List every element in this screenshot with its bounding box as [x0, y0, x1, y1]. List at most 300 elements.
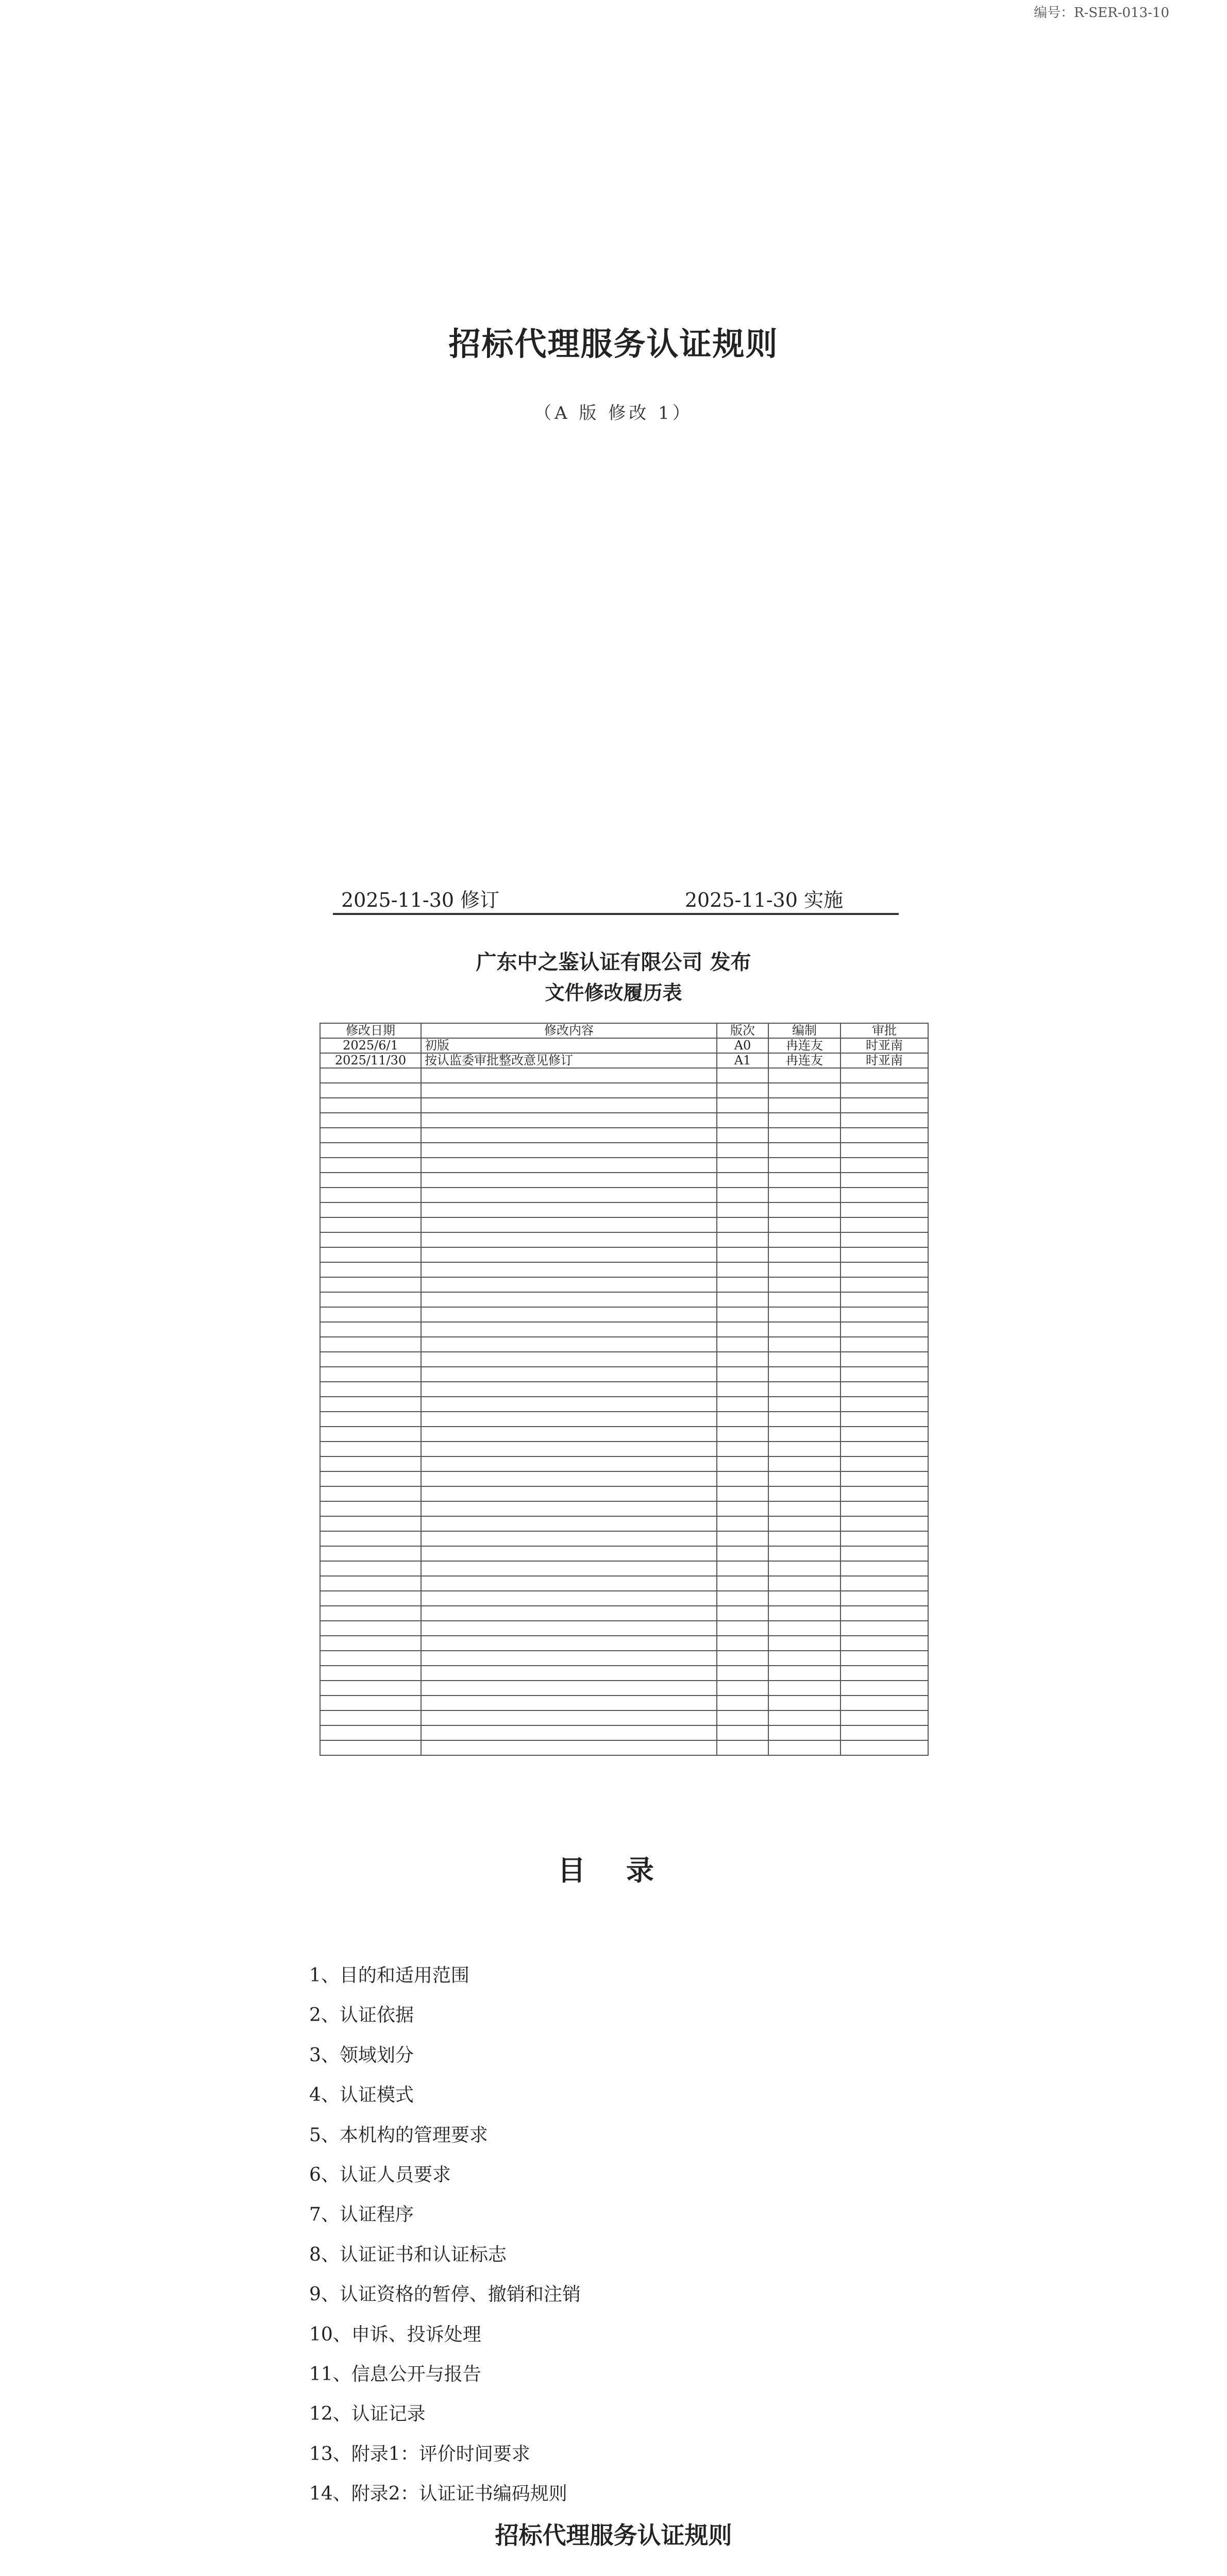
empty-cell	[421, 1307, 717, 1322]
empty-cell	[421, 1501, 717, 1516]
empty-cell	[841, 1651, 928, 1666]
empty-cell	[768, 1098, 841, 1113]
empty-cell	[320, 1277, 421, 1292]
cell-content: 初版	[421, 1038, 717, 1053]
table-row	[320, 1636, 928, 1651]
empty-cell	[421, 1531, 717, 1546]
empty-cell	[841, 1561, 928, 1576]
empty-cell	[717, 1083, 768, 1098]
empty-cell	[717, 1202, 768, 1217]
table-row	[320, 1202, 928, 1217]
empty-cell	[320, 1427, 421, 1442]
empty-cell	[421, 1696, 717, 1710]
empty-cell	[768, 1471, 841, 1486]
table-row	[320, 1725, 928, 1740]
table-row	[320, 1696, 928, 1710]
empty-cell	[768, 1651, 841, 1666]
empty-cell	[421, 1725, 717, 1740]
empty-cell	[768, 1546, 841, 1561]
table-row	[320, 1516, 928, 1531]
empty-cell	[717, 1546, 768, 1561]
empty-cell	[421, 1292, 717, 1307]
toc-list	[309, 1963, 581, 2521]
empty-cell	[768, 1352, 841, 1367]
empty-cell	[768, 1427, 841, 1442]
empty-cell	[841, 1397, 928, 1412]
empty-cell	[421, 1636, 717, 1651]
table-row	[320, 1143, 928, 1158]
toc-item: 2、认证依据	[309, 2005, 414, 2026]
empty-cell	[768, 1232, 841, 1247]
empty-cell	[320, 1292, 421, 1307]
empty-cell	[421, 1277, 717, 1292]
empty-cell	[320, 1382, 421, 1397]
empty-cell	[841, 1516, 928, 1531]
empty-cell	[768, 1621, 841, 1636]
revision-history-table	[320, 1023, 929, 1756]
toc-item: 14、附录2：认证证书编码规则	[309, 2483, 567, 2505]
empty-cell	[320, 1113, 421, 1128]
cell-author: 冉连友	[768, 1038, 841, 1053]
toc-item: 10、申诉、投诉处理	[309, 2324, 481, 2345]
empty-cell	[841, 1262, 928, 1277]
empty-cell	[841, 1471, 928, 1486]
empty-cell	[717, 1666, 768, 1681]
table-row	[320, 1427, 928, 1442]
table-row	[320, 1098, 928, 1113]
toc-item: 3、领域划分	[309, 2044, 414, 2066]
empty-cell	[841, 1277, 928, 1292]
empty-cell	[320, 1232, 421, 1247]
empty-cell	[768, 1262, 841, 1277]
empty-cell	[320, 1516, 421, 1531]
table-row	[320, 1501, 928, 1516]
empty-cell	[421, 1158, 717, 1173]
empty-cell	[841, 1202, 928, 1217]
table-row	[320, 1307, 928, 1322]
toc-item: 5、本机构的管理要求	[309, 2124, 488, 2146]
empty-cell	[320, 1710, 421, 1725]
empty-cell	[320, 1397, 421, 1412]
empty-cell	[421, 1591, 717, 1606]
table-row	[320, 1621, 928, 1636]
empty-cell	[717, 1307, 768, 1322]
empty-cell	[768, 1202, 841, 1217]
table-row	[320, 1576, 928, 1591]
empty-cell	[320, 1128, 421, 1143]
empty-cell	[717, 1247, 768, 1262]
empty-cell	[841, 1442, 928, 1456]
table-row	[320, 1561, 928, 1576]
empty-cell	[841, 1591, 928, 1606]
empty-cell	[768, 1636, 841, 1651]
empty-cell	[841, 1367, 928, 1382]
empty-cell	[768, 1725, 841, 1740]
empty-cell	[717, 1217, 768, 1232]
empty-cell	[421, 1232, 717, 1247]
empty-cell	[768, 1322, 841, 1337]
empty-cell	[768, 1740, 841, 1755]
empty-cell	[320, 1173, 421, 1188]
empty-cell	[841, 1173, 928, 1188]
empty-cell	[768, 1292, 841, 1307]
table-row	[320, 1382, 928, 1397]
table-row	[320, 1068, 928, 1083]
publisher: 广东中之鉴认证有限公司 发布	[476, 950, 751, 974]
empty-cell	[421, 1397, 717, 1412]
empty-cell	[421, 1427, 717, 1442]
empty-cell	[320, 1412, 421, 1427]
empty-cell	[421, 1651, 717, 1666]
empty-cell	[717, 1128, 768, 1143]
empty-cell	[717, 1725, 768, 1740]
empty-cell	[421, 1606, 717, 1621]
table-row	[320, 1053, 928, 1068]
cell-version: A1	[717, 1053, 768, 1068]
empty-cell	[320, 1591, 421, 1606]
empty-cell	[841, 1576, 928, 1591]
document-number: 编号：R-SER-013-10	[1033, 5, 1169, 21]
table-row	[320, 1292, 928, 1307]
empty-cell	[421, 1382, 717, 1397]
empty-cell	[421, 1471, 717, 1486]
empty-cell	[717, 1188, 768, 1202]
empty-cell	[841, 1666, 928, 1681]
empty-cell	[320, 1307, 421, 1322]
empty-cell	[768, 1681, 841, 1696]
empty-cell	[320, 1606, 421, 1621]
empty-cell	[421, 1113, 717, 1128]
empty-cell	[320, 1068, 421, 1083]
empty-cell	[768, 1247, 841, 1262]
empty-cell	[421, 1666, 717, 1681]
empty-cell	[717, 1173, 768, 1188]
table-row	[320, 1352, 928, 1367]
empty-cell	[717, 1277, 768, 1292]
empty-cell	[717, 1397, 768, 1412]
empty-cell	[320, 1337, 421, 1352]
empty-cell	[320, 1098, 421, 1113]
table-row	[320, 1442, 928, 1456]
table-row	[320, 1591, 928, 1606]
empty-cell	[768, 1561, 841, 1576]
empty-cell	[320, 1636, 421, 1651]
empty-cell	[841, 1352, 928, 1367]
table-row	[320, 1471, 928, 1486]
empty-cell	[320, 1621, 421, 1636]
empty-cell	[421, 1456, 717, 1471]
empty-cell	[841, 1307, 928, 1322]
empty-cell	[717, 1367, 768, 1382]
empty-cell	[841, 1486, 928, 1501]
empty-cell	[717, 1740, 768, 1755]
header-approver: 审批	[841, 1023, 928, 1038]
empty-cell	[320, 1322, 421, 1337]
empty-cell	[320, 1367, 421, 1382]
table-row	[320, 1128, 928, 1143]
date-line	[333, 884, 899, 915]
table-row	[320, 1710, 928, 1725]
empty-cell	[320, 1740, 421, 1755]
empty-cell	[841, 1322, 928, 1337]
empty-cell	[768, 1666, 841, 1681]
header-author: 编制	[768, 1023, 841, 1038]
empty-cell	[841, 1621, 928, 1636]
cell-date: 2025/6/1	[320, 1038, 421, 1053]
empty-cell	[841, 1382, 928, 1397]
table-row	[320, 1277, 928, 1292]
empty-cell	[320, 1262, 421, 1277]
empty-cell	[717, 1471, 768, 1486]
empty-cell	[421, 1412, 717, 1427]
empty-cell	[768, 1307, 841, 1322]
toc-title: 目 录	[558, 1854, 669, 1887]
empty-cell	[841, 1636, 928, 1651]
empty-cell	[841, 1456, 928, 1471]
empty-cell	[421, 1098, 717, 1113]
empty-cell	[320, 1531, 421, 1546]
toc-item: 13、附录1：评价时间要求	[309, 2443, 530, 2465]
empty-cell	[717, 1068, 768, 1083]
toc-item: 4、认证模式	[309, 2084, 414, 2106]
empty-cell	[768, 1442, 841, 1456]
empty-cell	[768, 1397, 841, 1412]
cell-approver: 时亚南	[841, 1053, 928, 1068]
empty-cell	[421, 1128, 717, 1143]
empty-cell	[717, 1516, 768, 1531]
toc-item: 12、认证记录	[309, 2403, 426, 2425]
empty-cell	[717, 1382, 768, 1397]
empty-cell	[320, 1188, 421, 1202]
table-row	[320, 1651, 928, 1666]
table-row	[320, 1232, 928, 1247]
empty-cell	[768, 1068, 841, 1083]
empty-cell	[841, 1501, 928, 1516]
empty-cell	[421, 1068, 717, 1083]
empty-cell	[421, 1352, 717, 1367]
empty-cell	[320, 1247, 421, 1262]
history-table-title: 文件修改履历表	[545, 981, 682, 1004]
empty-cell	[768, 1456, 841, 1471]
empty-cell	[768, 1173, 841, 1188]
empty-cell	[717, 1456, 768, 1471]
edition-label: （A 版 修改 1）	[534, 403, 693, 423]
empty-cell	[717, 1262, 768, 1277]
table-row	[320, 1322, 928, 1337]
empty-cell	[768, 1486, 841, 1501]
empty-cell	[320, 1352, 421, 1367]
table-row	[320, 1412, 928, 1427]
empty-cell	[421, 1561, 717, 1576]
table-row	[320, 1456, 928, 1471]
empty-cell	[421, 1442, 717, 1456]
empty-cell	[768, 1531, 841, 1546]
empty-cell	[841, 1725, 928, 1740]
empty-cell	[717, 1143, 768, 1158]
empty-cell	[421, 1247, 717, 1262]
empty-cell	[421, 1516, 717, 1531]
empty-cell	[768, 1591, 841, 1606]
empty-cell	[717, 1113, 768, 1128]
empty-cell	[717, 1442, 768, 1456]
empty-cell	[768, 1412, 841, 1427]
revised-date: 2025-11-30 修订	[341, 889, 500, 911]
table-row	[320, 1188, 928, 1202]
empty-cell	[841, 1113, 928, 1128]
toc-item: 8、认证证书和认证标志	[309, 2244, 507, 2265]
empty-cell	[320, 1471, 421, 1486]
empty-cell	[841, 1546, 928, 1561]
empty-cell	[421, 1143, 717, 1158]
empty-cell	[841, 1696, 928, 1710]
empty-cell	[841, 1128, 928, 1143]
empty-cell	[421, 1486, 717, 1501]
empty-cell	[768, 1143, 841, 1158]
empty-cell	[841, 1217, 928, 1232]
empty-cell	[421, 1262, 717, 1277]
empty-cell	[841, 1710, 928, 1725]
empty-cell	[841, 1412, 928, 1427]
empty-cell	[717, 1158, 768, 1173]
empty-cell	[320, 1202, 421, 1217]
empty-cell	[768, 1188, 841, 1202]
empty-cell	[421, 1083, 717, 1098]
empty-cell	[768, 1128, 841, 1143]
empty-cell	[320, 1456, 421, 1471]
empty-cell	[421, 1173, 717, 1188]
empty-cell	[768, 1382, 841, 1397]
empty-cell	[717, 1292, 768, 1307]
table-row	[320, 1038, 928, 1053]
empty-cell	[717, 1651, 768, 1666]
empty-cell	[717, 1232, 768, 1247]
empty-cell	[421, 1322, 717, 1337]
empty-cell	[421, 1337, 717, 1352]
empty-cell	[841, 1427, 928, 1442]
cell-author: 冉连友	[768, 1053, 841, 1068]
table-header-row	[320, 1023, 928, 1038]
body-title: 招标代理服务认证规则	[495, 2521, 732, 2549]
empty-cell	[717, 1412, 768, 1427]
cover-title: 招标代理服务认证规则	[448, 325, 779, 363]
empty-cell	[768, 1367, 841, 1382]
table-row	[320, 1666, 928, 1681]
empty-cell	[421, 1621, 717, 1636]
empty-cell	[717, 1636, 768, 1651]
empty-cell	[768, 1217, 841, 1232]
empty-cell	[841, 1606, 928, 1621]
empty-cell	[717, 1710, 768, 1725]
empty-cell	[841, 1188, 928, 1202]
table-row	[320, 1173, 928, 1188]
empty-cell	[841, 1232, 928, 1247]
empty-cell	[320, 1217, 421, 1232]
table-row	[320, 1486, 928, 1501]
effective-date: 2025-11-30 实施	[684, 889, 843, 911]
empty-cell	[421, 1188, 717, 1202]
empty-cell	[717, 1681, 768, 1696]
empty-cell	[717, 1427, 768, 1442]
empty-cell	[841, 1143, 928, 1158]
empty-cell	[320, 1158, 421, 1173]
empty-cell	[717, 1591, 768, 1606]
table-row	[320, 1546, 928, 1561]
empty-cell	[841, 1740, 928, 1755]
empty-cell	[717, 1501, 768, 1516]
empty-cell	[320, 1486, 421, 1501]
empty-cell	[768, 1083, 841, 1098]
empty-cell	[421, 1546, 717, 1561]
empty-cell	[717, 1337, 768, 1352]
empty-cell	[768, 1501, 841, 1516]
header-content: 修改内容	[421, 1023, 717, 1038]
table-row	[320, 1158, 928, 1173]
empty-cell	[768, 1606, 841, 1621]
toc-item: 7、认证程序	[309, 2204, 414, 2226]
empty-cell	[421, 1576, 717, 1591]
empty-cell	[841, 1681, 928, 1696]
empty-cell	[421, 1367, 717, 1382]
empty-cell	[768, 1710, 841, 1725]
empty-cell	[320, 1546, 421, 1561]
table-row	[320, 1083, 928, 1098]
cell-content: 按认监委审批整改意见修订	[421, 1053, 717, 1068]
empty-cell	[421, 1217, 717, 1232]
empty-cell	[717, 1486, 768, 1501]
empty-cell	[768, 1696, 841, 1710]
empty-cell	[320, 1143, 421, 1158]
empty-cell	[320, 1651, 421, 1666]
toc-item: 6、认证人员要求	[309, 2164, 451, 2185]
empty-cell	[717, 1696, 768, 1710]
empty-cell	[717, 1606, 768, 1621]
empty-cell	[320, 1442, 421, 1456]
empty-cell	[717, 1561, 768, 1576]
empty-cell	[841, 1098, 928, 1113]
empty-cell	[841, 1068, 928, 1083]
toc-item: 9、认证资格的暂停、撤销和注销	[309, 2284, 581, 2306]
empty-cell	[841, 1083, 928, 1098]
empty-cell	[841, 1247, 928, 1262]
empty-cell	[320, 1576, 421, 1591]
empty-cell	[717, 1576, 768, 1591]
cell-approver: 时亚南	[841, 1038, 928, 1053]
empty-cell	[841, 1531, 928, 1546]
table-row	[320, 1606, 928, 1621]
empty-cell	[320, 1725, 421, 1740]
table-row	[320, 1367, 928, 1382]
toc-item: 1、目的和适用范围	[309, 1965, 469, 1986]
table-row	[320, 1262, 928, 1277]
empty-cell	[717, 1531, 768, 1546]
empty-cell	[320, 1696, 421, 1710]
table-row	[320, 1740, 928, 1755]
empty-cell	[841, 1158, 928, 1173]
empty-cell	[768, 1576, 841, 1591]
empty-cell	[841, 1292, 928, 1307]
toc-item: 11、信息公开与报告	[309, 2363, 481, 2385]
empty-cell	[717, 1352, 768, 1367]
table-row	[320, 1681, 928, 1696]
table-row	[320, 1217, 928, 1232]
empty-cell	[320, 1501, 421, 1516]
cell-version: A0	[717, 1038, 768, 1053]
empty-cell	[320, 1083, 421, 1098]
empty-cell	[717, 1621, 768, 1636]
empty-cell	[320, 1561, 421, 1576]
empty-cell	[768, 1158, 841, 1173]
empty-cell	[421, 1202, 717, 1217]
